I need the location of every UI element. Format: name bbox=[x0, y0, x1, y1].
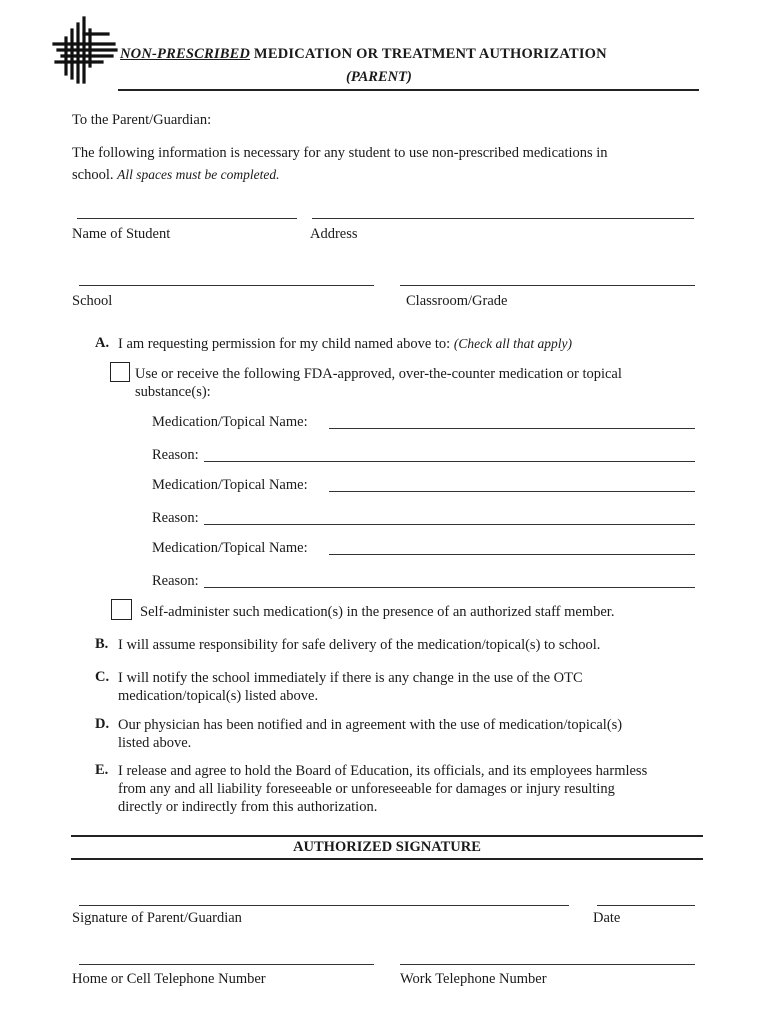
item-d-line-1: Our physician has been notified and in agreement with the use of medication/topical(s) bbox=[118, 717, 623, 733]
otc-medication-checkbox[interactable] bbox=[110, 362, 130, 382]
reason-line-2[interactable] bbox=[204, 524, 695, 525]
greeting: To the Parent/Guardian: bbox=[72, 112, 212, 128]
item-b-letter: B. bbox=[95, 636, 109, 652]
item-c-line-2: medication/topical(s) listed above. bbox=[118, 688, 319, 704]
item-e-line-3: directly or indirectly from this authorization. bbox=[118, 799, 378, 815]
form-title bbox=[120, 46, 607, 63]
classroom-grade-line[interactable] bbox=[400, 285, 695, 286]
option2-text: Self-administer such medication(s) in the presence of an authorized staff member. bbox=[140, 604, 615, 620]
medication-name-line-3[interactable] bbox=[329, 554, 695, 555]
item-c-line-1: I will notify the school immediately if there is any change in the use of the OTC bbox=[118, 670, 583, 686]
option1-line-2: substance(s): bbox=[135, 384, 211, 400]
item-e-line-2: from any and all liability foreseeable or unforeseeable for damages or injury resulting bbox=[118, 781, 615, 797]
title-non-prescribed: NON-PRESCRIBED bbox=[120, 46, 251, 62]
district-logo-icon bbox=[52, 16, 118, 86]
section-a-note: (Check all that apply) bbox=[453, 336, 572, 351]
intro-line-1: The following information is necessary for any student to use non-prescribed medications in bbox=[72, 145, 608, 161]
signature-bottom-rule bbox=[71, 858, 703, 860]
work-phone-line[interactable] bbox=[400, 964, 695, 965]
reason-line-1[interactable] bbox=[204, 461, 695, 462]
home-phone-line[interactable] bbox=[79, 964, 374, 965]
item-e-line-1: I release and agree to hold the Board of Education, its officials, and its employees harmless bbox=[118, 763, 648, 779]
option1-line-1: Use or receive the following FDA-approved, over-the-counter medication or topical bbox=[135, 366, 622, 382]
section-a-request: I am requesting permission for my child named above to: bbox=[118, 336, 454, 352]
reason-label-2: Reason: bbox=[152, 510, 199, 526]
medication-name-line-2[interactable] bbox=[329, 491, 695, 492]
address-line[interactable] bbox=[312, 218, 694, 219]
parent-signature-line[interactable] bbox=[79, 905, 569, 906]
intro-line-2-italic: All spaces must be completed. bbox=[117, 167, 280, 182]
item-d-line-2: listed above. bbox=[118, 735, 192, 751]
form-subtitle: (PARENT) bbox=[346, 69, 412, 85]
date-line[interactable] bbox=[597, 905, 695, 906]
header-rule bbox=[118, 89, 699, 91]
authorized-signature-heading: AUTHORIZED SIGNATURE bbox=[293, 839, 481, 855]
home-phone-label: Home or Cell Telephone Number bbox=[72, 971, 266, 987]
medication-name-label-3: Medication/Topical Name: bbox=[152, 540, 308, 556]
reason-label-3: Reason: bbox=[152, 573, 199, 589]
self-administer-checkbox[interactable] bbox=[111, 599, 132, 620]
reason-label-1: Reason: bbox=[152, 447, 199, 463]
school-line[interactable] bbox=[79, 285, 374, 286]
title-rest: MEDICATION OR TREATMENT AUTHORIZATION bbox=[250, 46, 607, 62]
school-label: School bbox=[72, 293, 113, 309]
classroom-grade-label: Classroom/Grade bbox=[406, 293, 508, 309]
student-name-label: Name of Student bbox=[72, 226, 171, 242]
item-c-letter: C. bbox=[95, 669, 110, 685]
address-label: Address bbox=[310, 226, 358, 242]
item-e-letter: E. bbox=[95, 762, 109, 778]
date-label: Date bbox=[593, 910, 621, 926]
item-d-letter: D. bbox=[95, 716, 110, 732]
work-phone-label: Work Telephone Number bbox=[400, 971, 547, 987]
parent-signature-label: Signature of Parent/Guardian bbox=[72, 910, 242, 926]
section-a-text bbox=[118, 335, 572, 353]
section-a-letter: A. bbox=[95, 335, 110, 351]
medication-name-line-1[interactable] bbox=[329, 428, 695, 429]
signature-top-rule bbox=[71, 835, 703, 837]
medication-name-label-1: Medication/Topical Name: bbox=[152, 414, 308, 430]
intro-line-2-plain: school. bbox=[72, 167, 118, 183]
student-name-line[interactable] bbox=[77, 218, 297, 219]
item-b-line-1: I will assume responsibility for safe delivery of the medication/topical(s) to school. bbox=[118, 637, 601, 653]
reason-line-3[interactable] bbox=[204, 587, 695, 588]
intro-line-2 bbox=[72, 166, 279, 184]
medication-name-label-2: Medication/Topical Name: bbox=[152, 477, 308, 493]
